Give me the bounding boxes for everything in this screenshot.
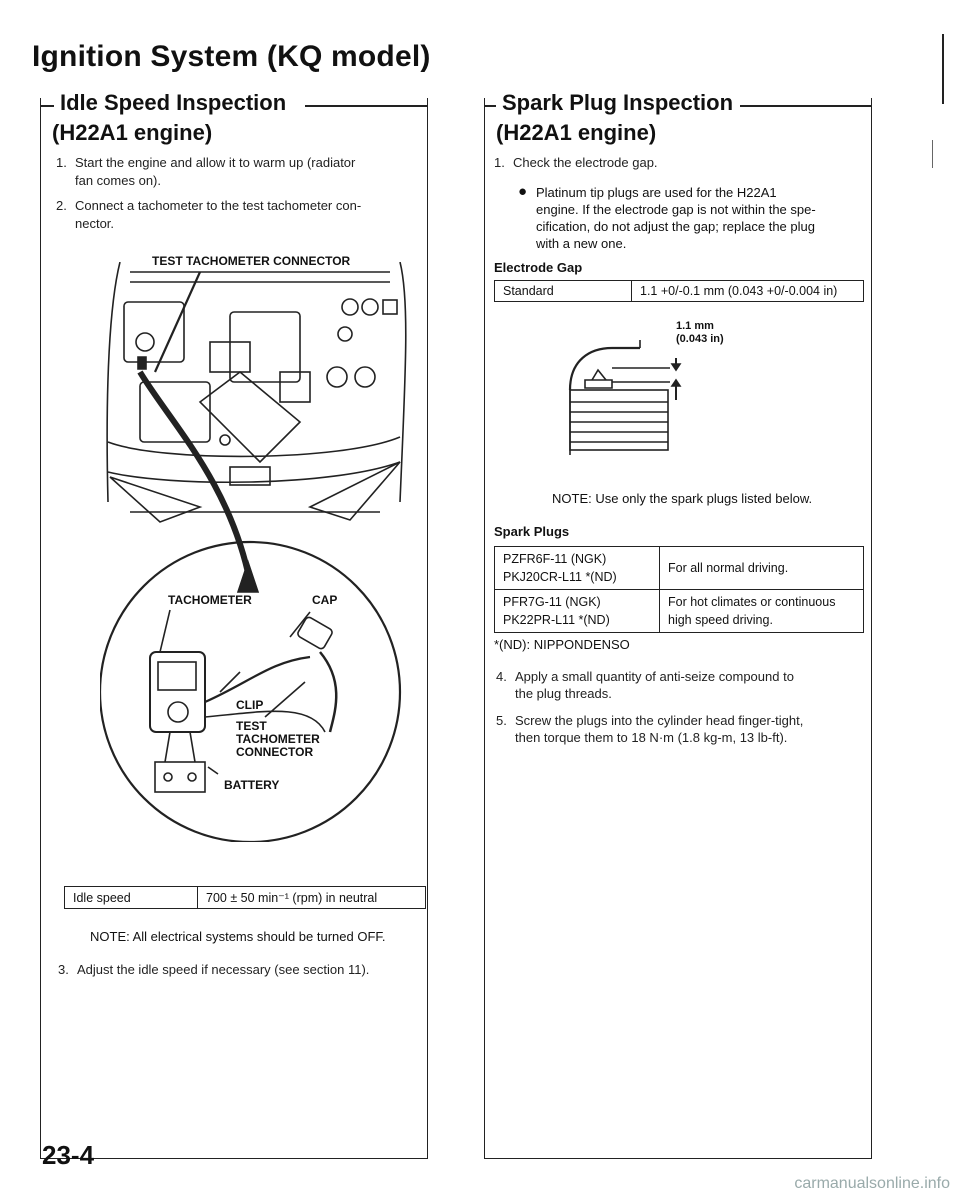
step-number: 4. — [496, 669, 507, 684]
bullet-line: engine. If the electrode gap is not within the spe- — [536, 202, 816, 217]
plug-usage — [660, 547, 864, 590]
bullet-line: Platinum tip plugs are used for the H22A1 — [536, 185, 777, 200]
plug-nd: PKJ20CR-L11 *(ND) — [503, 570, 617, 584]
step-text: Check the electrode gap. — [513, 155, 658, 170]
step-text-line2: then torque them to 18 N·m (1.8 kg-m, 13 lb-ft). — [515, 730, 788, 745]
label-line: (0.043 in) — [676, 333, 724, 345]
heading-rule — [40, 105, 54, 107]
usage-line: For all normal driving. — [668, 561, 789, 575]
page-number: 23-4 — [42, 1140, 95, 1170]
step-number: 3. — [58, 962, 69, 977]
step-text-line1: Start the engine and allow it to warm up (radiator — [75, 155, 356, 170]
heading-rule — [305, 105, 427, 107]
idle-speed-subheading: (H22A1 engine) — [52, 120, 213, 145]
gap-spec-label: Standard — [495, 281, 632, 302]
spark-plug-note: NOTE: Use only the spark plugs listed below. — [552, 491, 813, 506]
figure-label-clip: CLIP — [236, 698, 264, 712]
step-number: 2. — [56, 198, 67, 213]
usage-line: high speed driving. — [668, 613, 773, 627]
step-text: Adjust the idle speed if necessary (see section 11). — [77, 962, 370, 977]
table-row — [65, 887, 426, 909]
spec-label: Idle speed — [65, 887, 198, 909]
figure-label-battery: BATTERY — [224, 778, 280, 792]
heading-rule — [740, 105, 871, 107]
step-text-line2: nector. — [75, 216, 115, 231]
step-text-line1: Screw the plugs into the cylinder head finger-tight, — [515, 713, 804, 728]
figure-label-cap: CAP — [312, 593, 338, 607]
spark-plug-illustration — [540, 340, 700, 460]
figure-label-test-tach-connector — [236, 720, 320, 759]
step-text-line2: fan comes on). — [75, 173, 161, 188]
figure-label-tachometer: TACHOMETER — [168, 593, 252, 607]
label-line: 1.1 mm — [676, 320, 714, 332]
gap-spec-value: 1.1 +0/-0.1 mm (0.043 +0/-0.004 in) — [632, 281, 864, 302]
plug-ngk: PFR7G-11 (NGK) — [503, 595, 601, 609]
idle-speed-spec-table — [64, 886, 426, 909]
label-line: TEST — [236, 719, 267, 733]
bay-left-edge — [107, 262, 120, 502]
step-text-line1: Apply a small quantity of anti-seize compound to — [515, 669, 794, 684]
label-line: CONNECTOR — [236, 745, 314, 759]
usage-line: For hot climates or continuous — [668, 595, 836, 609]
step-text-line2: the plug threads. — [515, 686, 612, 701]
idle-speed-heading: Idle Speed Inspection — [60, 90, 287, 115]
plug-part-numbers — [495, 590, 660, 633]
bullet-line: cification, do not adjust the gap; replace the plug — [536, 219, 815, 234]
plug-part-numbers — [495, 547, 660, 590]
margin-mark — [942, 34, 944, 104]
plug-ngk: PZFR6F-11 (NGK) — [503, 552, 607, 566]
step-number: 1. — [494, 155, 505, 170]
bullet-line: with a new one. — [536, 236, 627, 251]
spec-value: 700 ± 50 min⁻¹ (rpm) in neutral — [198, 887, 426, 909]
spark-plug-subheading: (H22A1 engine) — [496, 120, 657, 145]
step-text-line1: Connect a tachometer to the test tachometer con- — [75, 198, 362, 213]
spark-plug-heading: Spark Plug Inspection — [502, 90, 734, 115]
margin-mark — [932, 140, 933, 168]
electrode-gap-label: Electrode Gap — [494, 260, 583, 275]
step-number: 5. — [496, 713, 507, 728]
table-row — [495, 590, 864, 633]
table-row — [495, 281, 864, 302]
plug-nd: PK22PR-L11 *(ND) — [503, 613, 610, 627]
spark-plugs-label: Spark Plugs — [494, 524, 570, 539]
bullet-icon: ● — [518, 183, 528, 200]
spark-plug-table — [494, 546, 864, 633]
watermark: carmanualsonline.info — [794, 1175, 950, 1192]
plug-usage — [660, 590, 864, 633]
page-title: Ignition System (KQ model) — [32, 40, 431, 73]
table-row — [495, 547, 864, 590]
heading-rule — [484, 105, 496, 107]
label-line: TACHOMETER — [236, 732, 320, 746]
step-number: 1. — [56, 155, 67, 170]
figure-label-test-connector: TEST TACHOMETER CONNECTOR — [152, 254, 351, 268]
nippondenso-footnote: *(ND): NIPPONDENSO — [494, 637, 630, 652]
idle-note: NOTE: All electrical systems should be turned OFF. — [90, 929, 386, 944]
electrode-gap-table — [494, 280, 864, 302]
bay-right-edge — [400, 262, 406, 502]
